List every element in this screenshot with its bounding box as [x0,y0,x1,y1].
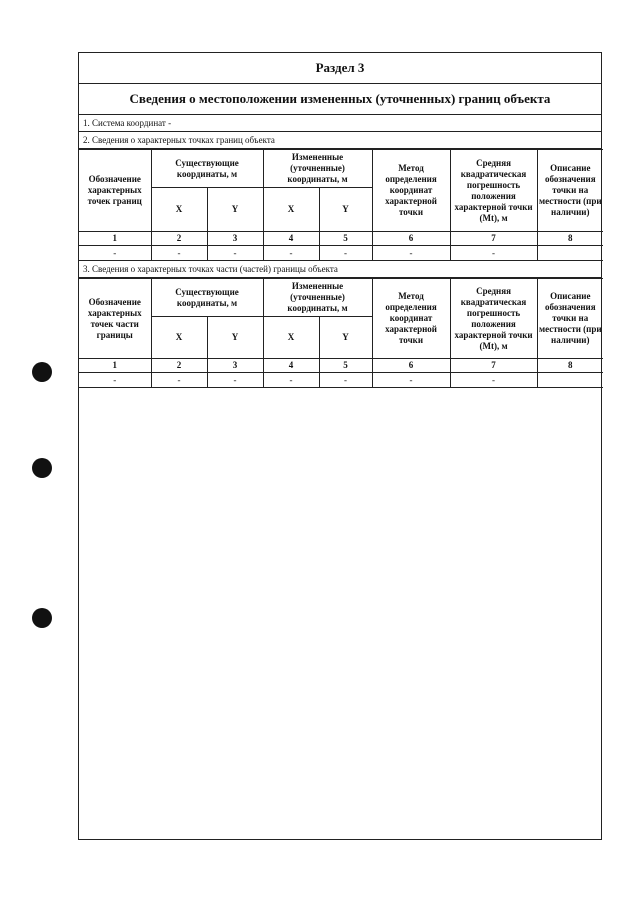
col-number: 4 [263,232,319,246]
col-method: Метод определения координат характерной точки [372,150,450,232]
section-subtitle: Сведения о местоположении измененных (уточненных) границ объекта [79,84,601,115]
document-frame [78,52,602,840]
col-description: Описание обозначения точки на местности (при наличии) [537,279,603,359]
table-cell: - [79,246,151,261]
table-cell: - [263,246,319,261]
col-number: 8 [537,232,603,246]
table-cell: - [319,373,372,388]
col-number: 3 [207,359,263,373]
col-number: 2 [151,232,207,246]
table-row [79,246,603,261]
col-existing-coordinates: Существующие координаты, м [151,279,263,317]
col-number: 8 [537,359,603,373]
col-number: 6 [372,359,450,373]
section-title: Раздел 3 [79,53,601,84]
table-cell: - [372,246,450,261]
section2-title: 2. Сведения о характерных точках границ объекта [79,132,601,149]
col-number: 3 [207,232,263,246]
col-number: 5 [319,359,372,373]
col-number: 7 [450,232,537,246]
table-row [79,373,603,388]
table-cell [537,246,603,261]
col-existing-y: Y [207,188,263,232]
table-cell [537,373,603,388]
table-cell: - [207,246,263,261]
table-cell: - [207,373,263,388]
col-existing-y: Y [207,317,263,359]
col-number: 7 [450,359,537,373]
table-cell: - [151,246,207,261]
col-number: 1 [79,232,151,246]
col-point-designation: Обозначение характерных точек части границы [79,279,151,359]
col-changed-x: X [263,317,319,359]
col-changed-y: Y [319,317,372,359]
col-changed-y: Y [319,188,372,232]
col-point-designation: Обозначение характерных точек границ [79,150,151,232]
col-changed-x: X [263,188,319,232]
col-mean-square-error: Средняя квадратическая погрешность положения характерной точки (Mt), м [450,150,537,232]
col-changed-coordinates: Измененные (уточненные) координаты, м [263,150,372,188]
col-number: 1 [79,359,151,373]
section2-table [79,149,603,261]
table-cell: - [450,246,537,261]
table-cell: - [450,373,537,388]
binder-hole-middle [32,458,52,478]
col-existing-x: X [151,317,207,359]
table-cell: - [151,373,207,388]
coordinate-system-line: 1. Система координат - [79,115,601,132]
col-existing-coordinates: Существующие координаты, м [151,150,263,188]
col-number: 4 [263,359,319,373]
col-changed-coordinates: Измененные (уточненные) координаты, м [263,279,372,317]
col-number: 6 [372,232,450,246]
table-cell: - [79,373,151,388]
col-description: Описание обозначения точки на местности (при наличии) [537,150,603,232]
binder-hole-top [32,362,52,382]
col-method: Метод определения координат характерной точки [372,279,450,359]
col-mean-square-error: Средняя квадратическая погрешность положения характерной точки (Mt), м [450,279,537,359]
binder-hole-bottom [32,608,52,628]
table-cell: - [319,246,372,261]
col-number: 2 [151,359,207,373]
table-cell: - [263,373,319,388]
table-cell: - [372,373,450,388]
col-existing-x: X [151,188,207,232]
section3-table [79,278,603,388]
section3-title: 3. Сведения о характерных точках части (частей) границы объекта [79,261,601,278]
col-number: 5 [319,232,372,246]
